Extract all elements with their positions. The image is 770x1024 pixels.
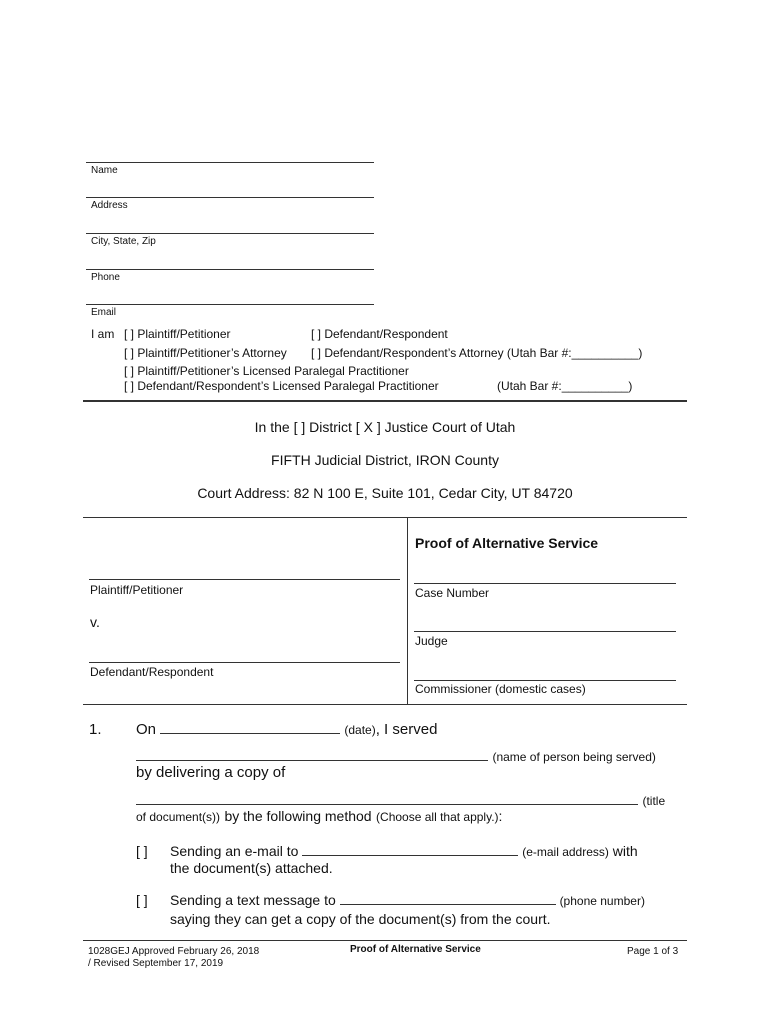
- i-am-label: I am: [91, 327, 115, 341]
- text-method-checkbox[interactable]: [ ]: [136, 892, 148, 908]
- served-text: , I served: [375, 721, 438, 738]
- email-with-text: with: [612, 843, 638, 859]
- option-defendant-attorney[interactable]: [ ] Defendant/Respondent’s Attorney (Utah Bar #:__________): [311, 346, 643, 360]
- person-served-hint: (name of person being served): [492, 750, 656, 764]
- on-label: On: [136, 721, 157, 738]
- judge-label: Judge: [415, 634, 448, 648]
- plaintiff-label: Plaintiff/Petitioner: [90, 583, 184, 597]
- commissioner-line: [414, 680, 676, 681]
- caption-top-border: [83, 517, 687, 518]
- option-defendant-lpp[interactable]: [ ] Defendant/Respondent’s Licensed Paralegal Practitioner: [124, 379, 439, 393]
- court-district-line: FIFTH Judicial District, IRON County: [271, 452, 499, 468]
- email-method-text: Sending an e-mail to: [170, 843, 299, 859]
- email-address-hint: (e-mail address): [522, 845, 609, 859]
- judge-line: [414, 631, 676, 632]
- date-hint: (date): [344, 723, 376, 737]
- text-method-row: [170, 892, 645, 908]
- name-label: Name: [91, 165, 118, 176]
- footer-form-id: 1028GEJ Approved February 26, 2018: [88, 946, 260, 957]
- email-line: [86, 304, 374, 305]
- city-state-zip-label: City, State, Zip: [91, 236, 156, 247]
- document-title: Proof of Alternative Service: [415, 535, 599, 551]
- phone-line: [86, 269, 374, 270]
- case-number-label: Case Number: [415, 586, 490, 600]
- footer-revised: / Revised September 17, 2019: [88, 958, 224, 969]
- delivering-text: by delivering a copy of: [136, 764, 286, 781]
- lpp-bar-number: (Utah Bar #:__________): [497, 379, 633, 393]
- choose-hint: (Choose all that apply.): [376, 810, 499, 824]
- email-attached-text: the document(s) attached.: [170, 860, 333, 876]
- option-plaintiff-attorney[interactable]: [ ] Plaintiff/Petitioner’s Attorney: [124, 346, 287, 360]
- phone-number-blank[interactable]: [340, 892, 556, 905]
- method-row: [136, 808, 502, 826]
- city-state-zip-line: [86, 233, 374, 234]
- caption-divider: [407, 517, 408, 704]
- versus-label: v.: [90, 614, 100, 630]
- footer-page-number: Page 1 of 3: [627, 946, 679, 957]
- phone-number-hint: (phone number): [559, 894, 645, 908]
- defendant-label: Defendant/Respondent: [90, 665, 214, 679]
- email-method-row: [170, 843, 638, 859]
- caption-bottom-border: [83, 704, 687, 705]
- commissioner-label: Commissioner (domestic cases): [415, 682, 586, 696]
- email-method-checkbox[interactable]: [ ]: [136, 843, 148, 859]
- text-saying-text: saying they can get a copy of the document(s) from the court.: [170, 911, 551, 927]
- email-label: Email: [91, 307, 117, 318]
- person-served-blank[interactable]: [136, 748, 488, 761]
- title-hint: (title: [642, 794, 666, 808]
- address-label: Address: [91, 200, 128, 211]
- docs-hint: of document(s)): [136, 810, 221, 824]
- method-text: by the following method: [224, 808, 372, 824]
- section-divider: [83, 400, 687, 402]
- item-number: 1.: [89, 721, 102, 738]
- court-type-line: In the [ ] District [ X ] Justice Court of Utah: [254, 419, 516, 435]
- email-address-blank[interactable]: [302, 843, 518, 856]
- date-blank[interactable]: [160, 721, 340, 734]
- plaintiff-line: [89, 579, 400, 580]
- court-address-line: Court Address: 82 N 100 E, Suite 101, Cedar City, UT 84720: [197, 485, 573, 501]
- method-colon: :: [498, 808, 503, 824]
- option-defendant[interactable]: [ ] Defendant/Respondent: [311, 327, 448, 341]
- defendant-line: [89, 662, 400, 663]
- option-plaintiff[interactable]: [ ] Plaintiff/Petitioner: [124, 327, 231, 341]
- option-plaintiff-lpp[interactable]: [ ] Plaintiff/Petitioner’s Licensed Paralegal Practitioner: [124, 364, 409, 378]
- text-method-text: Sending a text message to: [170, 892, 336, 908]
- document-title-blank[interactable]: [136, 792, 638, 805]
- case-number-line: [414, 583, 676, 584]
- address-line: [86, 197, 374, 198]
- footer-divider: [83, 940, 687, 941]
- served-sentence: [136, 721, 437, 738]
- name-line: [86, 162, 374, 163]
- footer-title: Proof of Alternative Service: [350, 944, 481, 955]
- phone-label: Phone: [91, 272, 120, 283]
